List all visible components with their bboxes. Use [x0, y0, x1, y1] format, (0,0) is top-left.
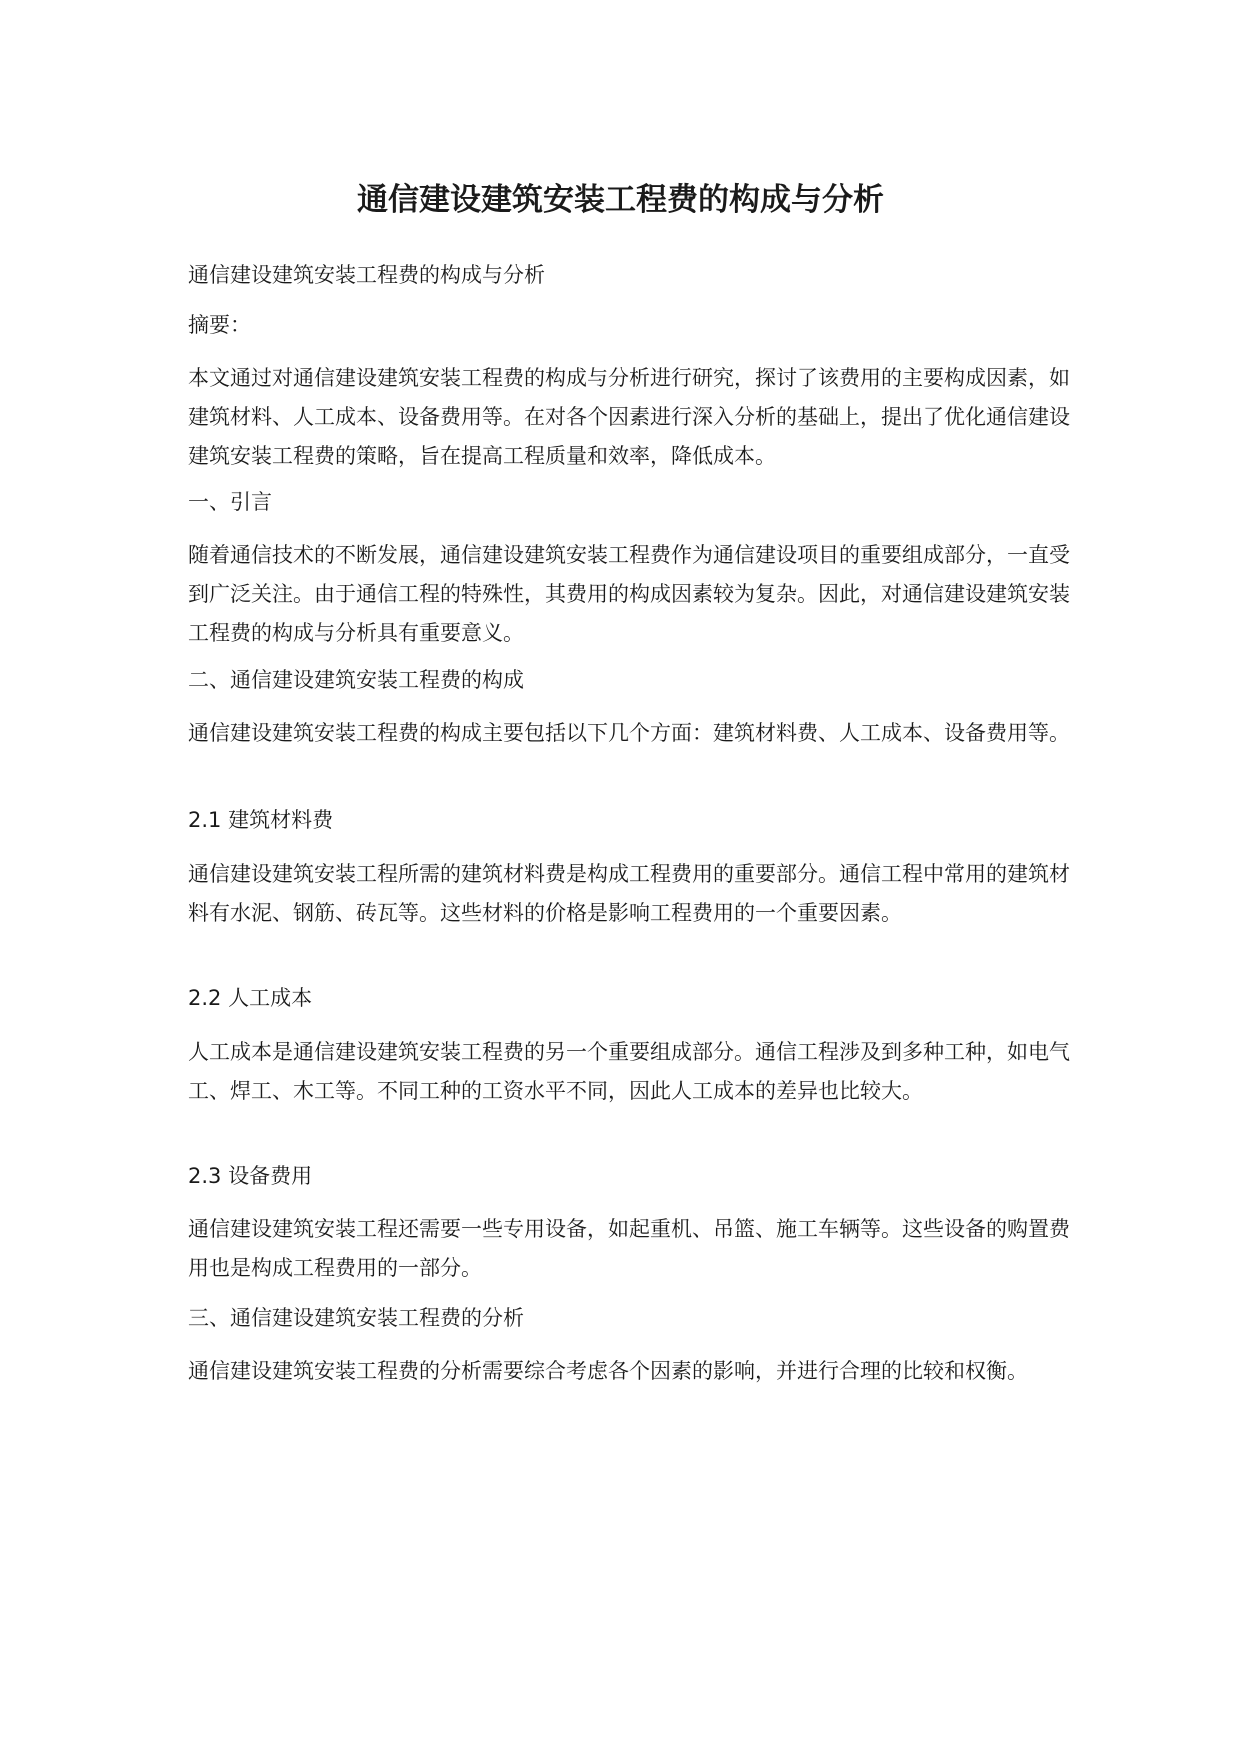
section-heading-labor: 2.2 人工成本: [188, 986, 313, 1010]
section-heading-materials: 2.1 建筑材料费: [188, 808, 334, 832]
abstract-text: 本文通过对通信建设建筑安装工程费的构成与分析进行研究，探讨了该费用的主要构成因素，如建筑材料、人工成本、设备费用等。在对各个因素进行深入分析的基础上，提出了优化通信建设建筑安装工程费的策略，旨在提高工程质量和效率，降低成本。: [188, 366, 1070, 468]
section-heading-composition: 二、通信建设建筑安装工程费的构成: [188, 668, 524, 692]
section-heading-analysis: 三、通信建设建筑安装工程费的分析: [188, 1306, 524, 1330]
section-text-analysis: 通信建设建筑安装工程费的分析需要综合考虑各个因素的影响，并进行合理的比较和权衡。: [188, 1359, 1028, 1383]
section-text-equipment: 通信建设建筑安装工程还需要一些专用设备，如起重机、吊篮、施工车辆等。这些设备的购置费用也是构成工程费用的一部分。: [188, 1217, 1070, 1280]
section-heading-equipment: 2.3 设备费用: [188, 1164, 313, 1188]
document-subtitle: 通信建设建筑安装工程费的构成与分析: [188, 263, 545, 287]
section-text-composition: 通信建设建筑安装工程费的构成主要包括以下几个方面：建筑材料费、人工成本、设备费用等。: [188, 721, 1070, 745]
section-text-labor: 人工成本是通信建设建筑安装工程费的另一个重要组成部分。通信工程涉及到多种工种，如电气工、焊工、木工等。不同工种的工资水平不同，因此人工成本的差异也比较大。: [188, 1040, 1070, 1103]
section-text-materials: 通信建设建筑安装工程所需的建筑材料费是构成工程费用的重要部分。通信工程中常用的建筑材料有水泥、钢筋、砖瓦等。这些材料的价格是影响工程费用的一个重要因素。: [188, 862, 1070, 925]
document-title: 通信建设建筑安装工程费的构成与分析: [357, 182, 884, 218]
abstract-label: 摘要：: [188, 313, 251, 337]
section-text-intro: 随着通信技术的不断发展，通信建设建筑安装工程费作为通信建设项目的重要组成部分，一直受到广泛关注。由于通信工程的特殊性，其费用的构成因素较为复杂。因此，对通信建设建筑安装工程费的构成与分析具有重要意义。: [188, 543, 1070, 645]
section-heading-intro: 一、引言: [188, 490, 272, 514]
